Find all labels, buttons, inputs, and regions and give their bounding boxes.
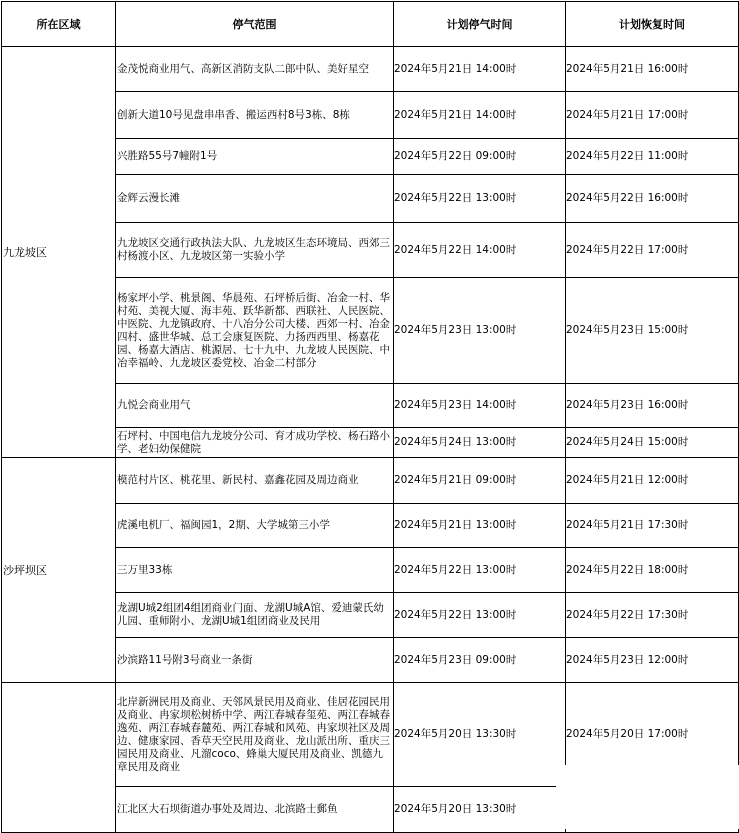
scope-cell: 创新大道10号见盘串串香、搬运西村8号3栋、8栋 bbox=[116, 92, 394, 139]
area-cell bbox=[2, 683, 116, 833]
scope-cell: 金辉云漫长滩 bbox=[116, 175, 394, 223]
scope-cell: 模范村片区、桃花里、新民村、嘉鑫花园及周边商业 bbox=[116, 458, 394, 504]
restore-time-cell: 2024年5月23日 16:00时 bbox=[566, 384, 739, 428]
restore-time-cell: 2024年5月22日 11:00时 bbox=[566, 139, 739, 175]
restore-time-cell: 2024年5月23日 12:00时 bbox=[566, 638, 739, 683]
restore-time-cell: 2024年5月22日 18:00时 bbox=[566, 548, 739, 593]
scope-cell: 沙滨路11号附3号商业一条街 bbox=[116, 638, 394, 683]
restore-time-cell: 2024年5月23日 15:00时 bbox=[566, 278, 739, 384]
blank-overlay bbox=[556, 765, 739, 829]
header-scope: 停气范围 bbox=[116, 2, 394, 47]
restore-time-cell: 2024年5月21日 16:00时 bbox=[566, 47, 739, 92]
stop-time-cell: 2024年5月24日 13:00时 bbox=[394, 428, 566, 458]
scope-cell: 龙湖U城2组团4组团商业门面、龙湖U城A馆、爱迪蒙氏幼儿园、重师附小、龙湖U城1组团商业及民用 bbox=[116, 593, 394, 638]
header-restore-time: 计划恢复时间 bbox=[566, 2, 739, 47]
stop-time-cell: 2024年5月22日 09:00时 bbox=[394, 139, 566, 175]
stop-time-cell: 2024年5月20日 13:30时 bbox=[394, 683, 566, 787]
stop-time-cell: 2024年5月23日 14:00时 bbox=[394, 384, 566, 428]
restore-time-cell: 2024年5月21日 17:30时 bbox=[566, 504, 739, 548]
stop-time-cell: 2024年5月23日 13:00时 bbox=[394, 278, 566, 384]
scope-cell: 虎溪电机厂、福闽园1，2期、大学城第三小学 bbox=[116, 504, 394, 548]
stop-time-cell: 2024年5月23日 09:00时 bbox=[394, 638, 566, 683]
stop-time-cell: 2024年5月22日 14:00时 bbox=[394, 223, 566, 278]
stop-time-cell: 2024年5月21日 09:00时 bbox=[394, 458, 566, 504]
scope-cell: 三万里33栋 bbox=[116, 548, 394, 593]
scope-cell: 江北区大石坝街道办事处及周边、北滨路士郵鱼 bbox=[116, 787, 394, 833]
scope-cell: 石坪村、中国电信九龙坡分公司、育才成功学校、杨石路小学、老妇幼保健院 bbox=[116, 428, 394, 458]
restore-time-cell: 2024年5月22日 16:00时 bbox=[566, 175, 739, 223]
area-cell: 九龙坡区 bbox=[2, 47, 116, 458]
restore-time-cell: 2024年5月21日 12:00时 bbox=[566, 458, 739, 504]
restore-time-cell: 2024年5月21日 17:00时 bbox=[566, 92, 739, 139]
table-row bbox=[2, 47, 739, 92]
area-cell: 沙坪坝区 bbox=[2, 458, 116, 683]
scope-cell: 北岸新洲民用及商业、天邻风景民用及商业、佳居花园民用及商业、冉家坝松树桥中学、两江春城春玺苑、两江春城春逸苑、两江春城春麓苑、两江春城和风苑、冉家坝社区及周边、健康家园、香草天空民用及商业、龙山派出所、重庆三园民用及商业、凡溜coco、蜂巢大厦民用及商业、凯德九章民用及商业 bbox=[116, 683, 394, 787]
header-stop-time: 计划停气时间 bbox=[394, 2, 566, 47]
stop-time-cell: 2024年5月21日 13:00时 bbox=[394, 504, 566, 548]
header-row bbox=[2, 2, 739, 47]
restore-time-cell: 2024年5月22日 17:00时 bbox=[566, 223, 739, 278]
scope-cell: 九悦会商业用气 bbox=[116, 384, 394, 428]
stop-time-cell: 2024年5月20日 13:30时 bbox=[394, 787, 566, 833]
scope-cell: 金茂悦商业用气、高新区消防支队二郎中队、美好星空 bbox=[116, 47, 394, 92]
scope-cell: 杨家坪小学、桃景阁、华晨苑、石坪桥后街、冶金一村、华村苑、美视大厦、海丰苑、跃华新都、西联社、人民医院、中医院、九龙镇政府、十八冶分公司大楼、西郊一村、冶金四村、盛世华城、总工会康复医院、力扬西西里、杨嘉花园、杨嘉大酒店、桃源居、七十九中、九龙坡人民医院、中冶幸福岭、九龙坡区委党校、冶金二村部分 bbox=[116, 278, 394, 384]
scope-cell: 九龙坡区交通行政执法大队、九龙坡区生态环境局、西郊三村杨渡小区、九龙坡区第一实验小学 bbox=[116, 223, 394, 278]
stop-time-cell: 2024年5月21日 14:00时 bbox=[394, 92, 566, 139]
stop-time-cell: 2024年5月22日 13:00时 bbox=[394, 175, 566, 223]
stop-time-cell: 2024年5月22日 13:00时 bbox=[394, 548, 566, 593]
table-row bbox=[2, 458, 739, 504]
gas-outage-table bbox=[1, 1, 739, 833]
scope-cell: 兴胜路55号7幢附1号 bbox=[116, 139, 394, 175]
stop-time-cell: 2024年5月22日 13:00时 bbox=[394, 593, 566, 638]
restore-time-cell: 2024年5月22日 17:30时 bbox=[566, 593, 739, 638]
header-area: 所在区域 bbox=[2, 2, 116, 47]
restore-time-cell: 2024年5月24日 15:00时 bbox=[566, 428, 739, 458]
stop-time-cell: 2024年5月21日 14:00时 bbox=[394, 47, 566, 92]
restore-time-cell: 2024年5月20日 17:00时 bbox=[566, 683, 739, 787]
